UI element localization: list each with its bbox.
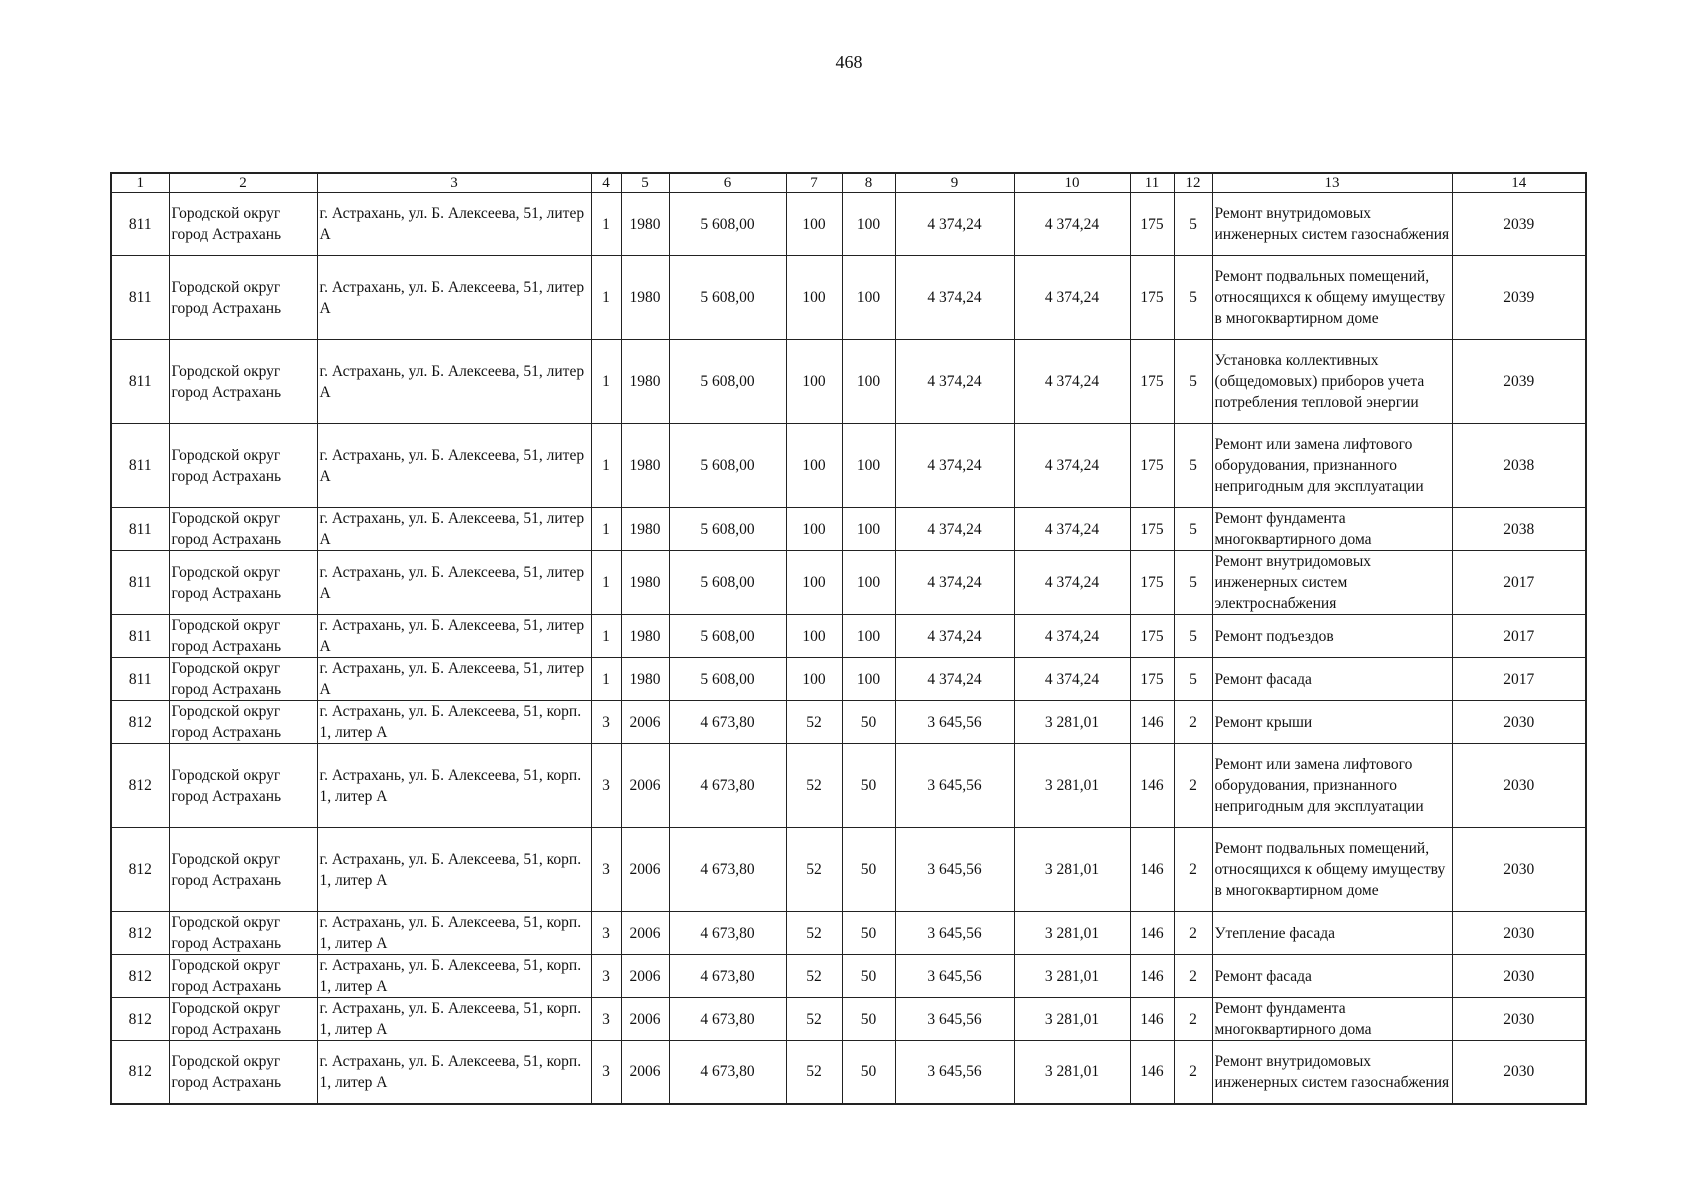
col-share-cell: 2 [1174, 998, 1212, 1041]
col-residents-cell: 175 [1130, 508, 1174, 551]
col-area-living-cell: 4 374,24 [1014, 193, 1130, 256]
col-percent-b-cell: 50 [842, 744, 895, 828]
col-year-cell: 2006 [621, 955, 669, 998]
col-municipality-cell: Городской округ город Астрахань [169, 508, 317, 551]
col-area-living-cell: 3 281,01 [1014, 744, 1130, 828]
col-floors-entrances-cell: 1 [591, 615, 621, 658]
col-percent-a-cell: 100 [786, 424, 842, 508]
col-num-cell: 812 [111, 998, 169, 1041]
col-municipality-cell: Городской округ город Астрахань [169, 701, 317, 744]
col-percent-a-cell: 100 [786, 340, 842, 424]
col-share-cell: 2 [1174, 828, 1212, 912]
col-address-cell: г. Астрахань, ул. Б. Алексеева, 51, корп. 1, литер А [317, 1041, 591, 1104]
col-share-cell: 5 [1174, 551, 1212, 615]
col-residents-cell: 146 [1130, 998, 1174, 1041]
col-num-cell: 812 [111, 1041, 169, 1104]
col-plan-year-cell: 2017 [1452, 615, 1586, 658]
col-percent-a-cell: 52 [786, 912, 842, 955]
col-address-cell: г. Астрахань, ул. Б. Алексеева, 51, литер А [317, 658, 591, 701]
table-row [111, 424, 1586, 508]
col-percent-a-cell: 100 [786, 658, 842, 701]
col-percent-b-cell: 100 [842, 508, 895, 551]
col-address-cell: г. Астрахань, ул. Б. Алексеева, 51, литер А [317, 424, 591, 508]
col-area-cell: 4 673,80 [669, 998, 786, 1041]
col-floors-entrances-cell: 3 [591, 955, 621, 998]
table-row [111, 744, 1586, 828]
col-year-cell: 1980 [621, 340, 669, 424]
col-percent-a-cell: 100 [786, 256, 842, 340]
col-area-cell: 4 673,80 [669, 1041, 786, 1104]
col-floors-entrances-cell: 1 [591, 424, 621, 508]
col-year-cell: 2006 [621, 998, 669, 1041]
col-plan-year-cell: 2038 [1452, 424, 1586, 508]
col-area-living-cell: 4 374,24 [1014, 508, 1130, 551]
table-row [111, 701, 1586, 744]
col-percent-b-cell: 100 [842, 551, 895, 615]
header-cell-5: 5 [621, 173, 669, 193]
col-percent-b-cell: 100 [842, 256, 895, 340]
col-num-cell: 811 [111, 193, 169, 256]
col-share-cell: 2 [1174, 1041, 1212, 1104]
col-plan-year-cell: 2039 [1452, 193, 1586, 256]
col-area-total-cell: 4 374,24 [895, 508, 1014, 551]
col-num-cell: 811 [111, 658, 169, 701]
col-percent-a-cell: 52 [786, 701, 842, 744]
header-cell-12: 12 [1174, 173, 1212, 193]
table-row [111, 998, 1586, 1041]
col-address-cell: г. Астрахань, ул. Б. Алексеева, 51, литер А [317, 508, 591, 551]
col-num-cell: 812 [111, 955, 169, 998]
table-row [111, 193, 1586, 256]
col-num-cell: 812 [111, 828, 169, 912]
col-address-cell: г. Астрахань, ул. Б. Алексеева, 51, литер А [317, 551, 591, 615]
col-percent-b-cell: 50 [842, 828, 895, 912]
col-municipality-cell: Городской округ город Астрахань [169, 615, 317, 658]
table-row [111, 615, 1586, 658]
col-area-living-cell: 3 281,01 [1014, 998, 1130, 1041]
col-year-cell: 1980 [621, 424, 669, 508]
col-share-cell: 2 [1174, 701, 1212, 744]
col-num-cell: 811 [111, 256, 169, 340]
col-share-cell: 2 [1174, 912, 1212, 955]
col-floors-entrances-cell: 3 [591, 912, 621, 955]
col-percent-a-cell: 52 [786, 744, 842, 828]
col-residents-cell: 146 [1130, 912, 1174, 955]
header-cell-11: 11 [1130, 173, 1174, 193]
table-row [111, 508, 1586, 551]
col-plan-year-cell: 2017 [1452, 551, 1586, 615]
col-address-cell: г. Астрахань, ул. Б. Алексеева, 51, литер А [317, 256, 591, 340]
col-percent-a-cell: 100 [786, 615, 842, 658]
col-area-living-cell: 4 374,24 [1014, 424, 1130, 508]
col-municipality-cell: Городской округ город Астрахань [169, 912, 317, 955]
col-work-type-cell: Ремонт фундамента многоквартирного дома [1212, 508, 1452, 551]
col-floors-entrances-cell: 3 [591, 828, 621, 912]
col-work-type-cell: Ремонт или замена лифтового оборудования, признанного непригодным для эксплуатации [1212, 744, 1452, 828]
col-percent-b-cell: 50 [842, 701, 895, 744]
col-plan-year-cell: 2038 [1452, 508, 1586, 551]
col-area-cell: 5 608,00 [669, 658, 786, 701]
col-num-cell: 811 [111, 551, 169, 615]
col-year-cell: 2006 [621, 912, 669, 955]
header-cell-8: 8 [842, 173, 895, 193]
col-work-type-cell: Ремонт фундамента многоквартирного дома [1212, 998, 1452, 1041]
col-area-total-cell: 4 374,24 [895, 615, 1014, 658]
page-number: 468 [835, 52, 863, 72]
header-cell-4: 4 [591, 173, 621, 193]
col-area-total-cell: 3 645,56 [895, 955, 1014, 998]
col-address-cell: г. Астрахань, ул. Б. Алексеева, 51, литер А [317, 340, 591, 424]
header-cell-3: 3 [317, 173, 591, 193]
col-percent-b-cell: 50 [842, 998, 895, 1041]
col-residents-cell: 146 [1130, 955, 1174, 998]
col-work-type-cell: Ремонт внутридомовых инженерных систем газоснабжения [1212, 193, 1452, 256]
col-year-cell: 1980 [621, 551, 669, 615]
col-year-cell: 1980 [621, 615, 669, 658]
col-area-living-cell: 4 374,24 [1014, 551, 1130, 615]
col-floors-entrances-cell: 1 [591, 551, 621, 615]
col-floors-entrances-cell: 1 [591, 193, 621, 256]
col-area-cell: 5 608,00 [669, 615, 786, 658]
col-area-living-cell: 3 281,01 [1014, 955, 1130, 998]
header-cell-14: 14 [1452, 173, 1586, 193]
col-residents-cell: 175 [1130, 551, 1174, 615]
col-floors-entrances-cell: 1 [591, 658, 621, 701]
col-percent-b-cell: 100 [842, 658, 895, 701]
col-municipality-cell: Городской округ город Астрахань [169, 658, 317, 701]
col-work-type-cell: Ремонт подъездов [1212, 615, 1452, 658]
col-plan-year-cell: 2030 [1452, 955, 1586, 998]
col-area-living-cell: 4 374,24 [1014, 615, 1130, 658]
col-floors-entrances-cell: 3 [591, 744, 621, 828]
col-share-cell: 5 [1174, 615, 1212, 658]
col-area-cell: 5 608,00 [669, 508, 786, 551]
col-plan-year-cell: 2030 [1452, 912, 1586, 955]
col-residents-cell: 175 [1130, 424, 1174, 508]
header-cell-13: 13 [1212, 173, 1452, 193]
col-municipality-cell: Городской округ город Астрахань [169, 256, 317, 340]
col-num-cell: 812 [111, 912, 169, 955]
col-work-type-cell: Ремонт фасада [1212, 658, 1452, 701]
col-year-cell: 1980 [621, 256, 669, 340]
col-share-cell: 5 [1174, 658, 1212, 701]
col-municipality-cell: Городской округ город Астрахань [169, 1041, 317, 1104]
col-address-cell: г. Астрахань, ул. Б. Алексеева, 51, корп. 1, литер А [317, 912, 591, 955]
col-work-type-cell: Ремонт внутридомовых инженерных систем газоснабжения [1212, 1041, 1452, 1104]
col-residents-cell: 175 [1130, 193, 1174, 256]
col-percent-a-cell: 52 [786, 828, 842, 912]
col-area-total-cell: 3 645,56 [895, 744, 1014, 828]
col-area-total-cell: 4 374,24 [895, 658, 1014, 701]
repair-schedule-table [110, 172, 1587, 1105]
col-residents-cell: 146 [1130, 1041, 1174, 1104]
table-row [111, 551, 1586, 615]
col-plan-year-cell: 2030 [1452, 998, 1586, 1041]
col-area-living-cell: 3 281,01 [1014, 701, 1130, 744]
col-work-type-cell: Ремонт или замена лифтового оборудования, признанного непригодным для эксплуатации [1212, 424, 1452, 508]
col-area-cell: 4 673,80 [669, 828, 786, 912]
col-area-living-cell: 4 374,24 [1014, 256, 1130, 340]
col-area-cell: 4 673,80 [669, 912, 786, 955]
col-work-type-cell: Ремонт фасада [1212, 955, 1452, 998]
col-area-cell: 5 608,00 [669, 424, 786, 508]
col-area-living-cell: 4 374,24 [1014, 658, 1130, 701]
header-cell-2: 2 [169, 173, 317, 193]
col-floors-entrances-cell: 3 [591, 701, 621, 744]
col-percent-a-cell: 52 [786, 998, 842, 1041]
col-area-living-cell: 3 281,01 [1014, 1041, 1130, 1104]
table-row [111, 955, 1586, 998]
table-header-row [111, 173, 1586, 193]
col-area-cell: 5 608,00 [669, 340, 786, 424]
col-year-cell: 2006 [621, 701, 669, 744]
col-area-cell: 4 673,80 [669, 955, 786, 998]
col-percent-a-cell: 100 [786, 551, 842, 615]
col-area-cell: 5 608,00 [669, 193, 786, 256]
col-num-cell: 812 [111, 744, 169, 828]
col-area-cell: 4 673,80 [669, 701, 786, 744]
col-address-cell: г. Астрахань, ул. Б. Алексеева, 51, корп. 1, литер А [317, 828, 591, 912]
col-area-total-cell: 4 374,24 [895, 256, 1014, 340]
table-row [111, 912, 1586, 955]
col-area-living-cell: 3 281,01 [1014, 912, 1130, 955]
col-address-cell: г. Астрахань, ул. Б. Алексеева, 51, корп. 1, литер А [317, 998, 591, 1041]
col-percent-a-cell: 100 [786, 508, 842, 551]
col-area-total-cell: 4 374,24 [895, 551, 1014, 615]
col-address-cell: г. Астрахань, ул. Б. Алексеева, 51, корп. 1, литер А [317, 744, 591, 828]
col-residents-cell: 175 [1130, 256, 1174, 340]
col-percent-a-cell: 52 [786, 1041, 842, 1104]
col-municipality-cell: Городской округ город Астрахань [169, 340, 317, 424]
col-work-type-cell: Ремонт подвальных помещений, относящихся к общему имуществу в многоквартирном доме [1212, 828, 1452, 912]
col-year-cell: 2006 [621, 828, 669, 912]
col-area-cell: 5 608,00 [669, 551, 786, 615]
col-address-cell: г. Астрахань, ул. Б. Алексеева, 51, корп. 1, литер А [317, 955, 591, 998]
col-year-cell: 1980 [621, 658, 669, 701]
col-area-total-cell: 3 645,56 [895, 1041, 1014, 1104]
col-year-cell: 1980 [621, 193, 669, 256]
col-year-cell: 1980 [621, 508, 669, 551]
col-area-cell: 5 608,00 [669, 256, 786, 340]
table-row [111, 828, 1586, 912]
col-residents-cell: 175 [1130, 658, 1174, 701]
header-cell-10: 10 [1014, 173, 1130, 193]
col-municipality-cell: Городской округ город Астрахань [169, 998, 317, 1041]
table-row [111, 1041, 1586, 1104]
col-num-cell: 811 [111, 615, 169, 658]
col-floors-entrances-cell: 1 [591, 256, 621, 340]
col-percent-a-cell: 52 [786, 955, 842, 998]
col-percent-b-cell: 100 [842, 193, 895, 256]
col-area-total-cell: 3 645,56 [895, 701, 1014, 744]
col-area-living-cell: 3 281,01 [1014, 828, 1130, 912]
col-residents-cell: 175 [1130, 340, 1174, 424]
col-plan-year-cell: 2030 [1452, 701, 1586, 744]
col-plan-year-cell: 2039 [1452, 256, 1586, 340]
col-address-cell: г. Астрахань, ул. Б. Алексеева, 51, литер А [317, 615, 591, 658]
col-municipality-cell: Городской округ город Астрахань [169, 955, 317, 998]
col-plan-year-cell: 2030 [1452, 828, 1586, 912]
col-municipality-cell: Городской округ город Астрахань [169, 424, 317, 508]
col-percent-b-cell: 50 [842, 1041, 895, 1104]
col-plan-year-cell: 2030 [1452, 744, 1586, 828]
col-work-type-cell: Утепление фасада [1212, 912, 1452, 955]
col-area-total-cell: 4 374,24 [895, 340, 1014, 424]
col-residents-cell: 146 [1130, 701, 1174, 744]
col-residents-cell: 175 [1130, 615, 1174, 658]
col-percent-b-cell: 100 [842, 340, 895, 424]
col-area-total-cell: 3 645,56 [895, 828, 1014, 912]
table-row [111, 340, 1586, 424]
col-share-cell: 5 [1174, 193, 1212, 256]
col-num-cell: 811 [111, 508, 169, 551]
table-row [111, 658, 1586, 701]
col-address-cell: г. Астрахань, ул. Б. Алексеева, 51, литер А [317, 193, 591, 256]
col-year-cell: 2006 [621, 1041, 669, 1104]
col-year-cell: 2006 [621, 744, 669, 828]
col-floors-entrances-cell: 3 [591, 998, 621, 1041]
header-cell-1: 1 [111, 173, 169, 193]
col-work-type-cell: Ремонт подвальных помещений, относящихся к общему имуществу в многоквартирном доме [1212, 256, 1452, 340]
col-area-total-cell: 3 645,56 [895, 998, 1014, 1041]
col-municipality-cell: Городской округ город Астрахань [169, 744, 317, 828]
col-num-cell: 812 [111, 701, 169, 744]
header-cell-6: 6 [669, 173, 786, 193]
col-address-cell: г. Астрахань, ул. Б. Алексеева, 51, корп. 1, литер А [317, 701, 591, 744]
col-num-cell: 811 [111, 340, 169, 424]
col-area-total-cell: 4 374,24 [895, 424, 1014, 508]
col-floors-entrances-cell: 3 [591, 1041, 621, 1104]
col-num-cell: 811 [111, 424, 169, 508]
col-area-total-cell: 3 645,56 [895, 912, 1014, 955]
col-percent-b-cell: 100 [842, 424, 895, 508]
col-area-cell: 4 673,80 [669, 744, 786, 828]
col-share-cell: 5 [1174, 508, 1212, 551]
col-municipality-cell: Городской округ город Астрахань [169, 828, 317, 912]
col-share-cell: 2 [1174, 744, 1212, 828]
header-cell-7: 7 [786, 173, 842, 193]
col-percent-b-cell: 50 [842, 912, 895, 955]
col-percent-a-cell: 100 [786, 193, 842, 256]
col-residents-cell: 146 [1130, 828, 1174, 912]
col-plan-year-cell: 2039 [1452, 340, 1586, 424]
col-share-cell: 2 [1174, 955, 1212, 998]
header-cell-9: 9 [895, 173, 1014, 193]
col-municipality-cell: Городской округ город Астрахань [169, 551, 317, 615]
col-residents-cell: 146 [1130, 744, 1174, 828]
col-share-cell: 5 [1174, 424, 1212, 508]
col-work-type-cell: Ремонт крыши [1212, 701, 1452, 744]
col-work-type-cell: Установка коллективных (общедомовых) приборов учета потребления тепловой энергии [1212, 340, 1452, 424]
col-municipality-cell: Городской округ город Астрахань [169, 193, 317, 256]
col-share-cell: 5 [1174, 256, 1212, 340]
col-area-living-cell: 4 374,24 [1014, 340, 1130, 424]
col-percent-b-cell: 100 [842, 615, 895, 658]
col-area-total-cell: 4 374,24 [895, 193, 1014, 256]
col-share-cell: 5 [1174, 340, 1212, 424]
table-row [111, 256, 1586, 340]
col-plan-year-cell: 2030 [1452, 1041, 1586, 1104]
col-work-type-cell: Ремонт внутридомовых инженерных систем электроснабжения [1212, 551, 1452, 615]
col-plan-year-cell: 2017 [1452, 658, 1586, 701]
col-floors-entrances-cell: 1 [591, 508, 621, 551]
col-percent-b-cell: 50 [842, 955, 895, 998]
col-floors-entrances-cell: 1 [591, 340, 621, 424]
